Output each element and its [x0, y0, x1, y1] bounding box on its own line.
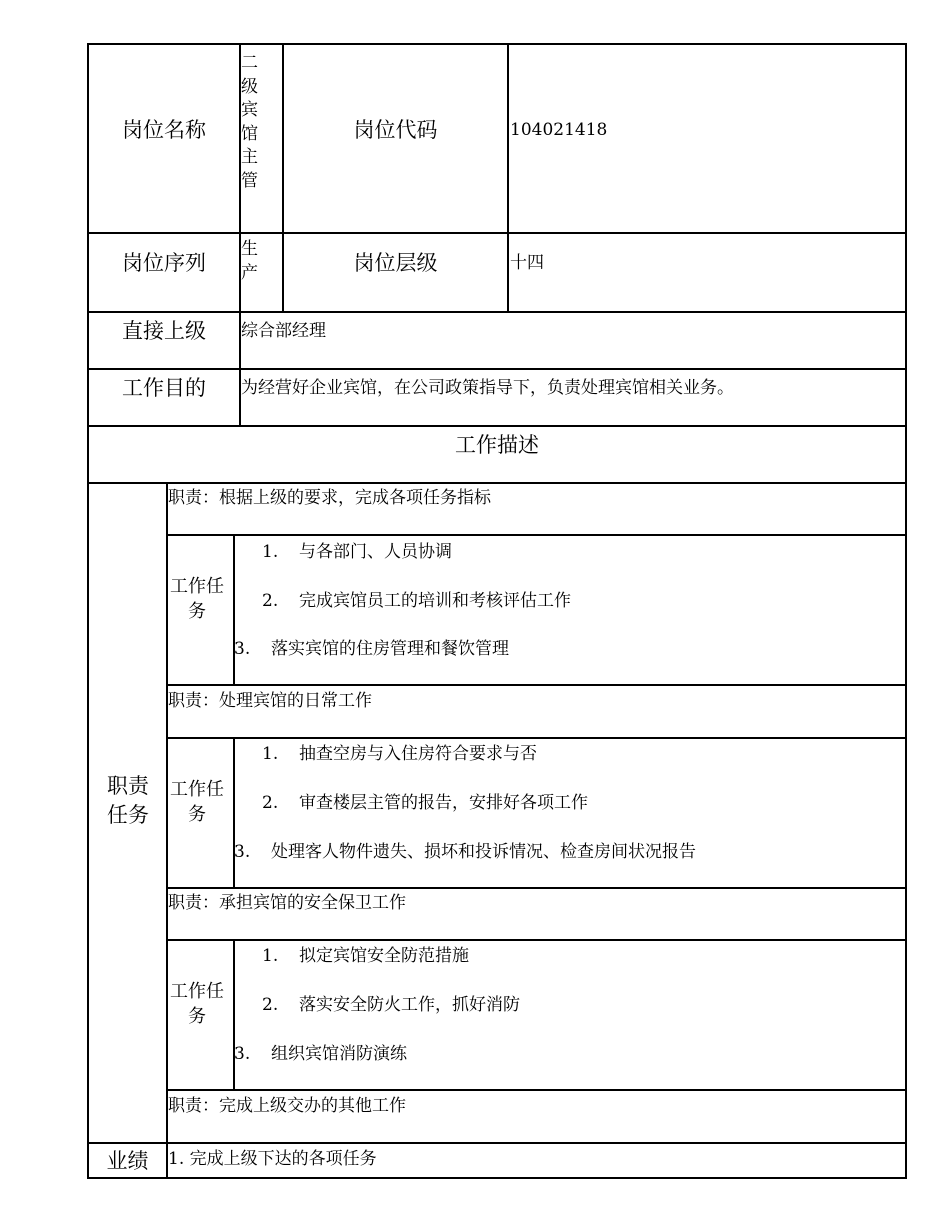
table-border — [87, 1177, 907, 1179]
table-border — [233, 737, 235, 889]
task-label: 工作任务 — [170, 981, 224, 1027]
task-number: 3. — [234, 639, 251, 659]
purpose-label: 工作目的 — [122, 376, 206, 400]
task-label: 工作任务 — [170, 576, 224, 622]
table-border — [167, 939, 907, 941]
task-number: 3. — [234, 842, 251, 862]
table-border — [167, 737, 907, 739]
table-border — [233, 939, 235, 1091]
task-text: 落实宾馆的住房管理和餐饮管理 — [271, 639, 509, 659]
task-number: 2. — [262, 591, 279, 611]
duty-title: 职责：处理宾馆的日常工作 — [168, 691, 372, 711]
task-text: 处理客人物件遗失、损坏和投诉情况、检查房间状况报告 — [271, 842, 696, 862]
task-number: 3. — [234, 1044, 251, 1064]
performance-label: 业绩 — [106, 1149, 149, 1173]
post-code-value: 104021418 — [510, 120, 608, 140]
task-number: 1. — [262, 946, 279, 966]
table-border — [87, 1142, 907, 1144]
superior-value: 综合部经理 — [241, 321, 326, 341]
duty-title: 职责：根据上级的要求，完成各项任务指标 — [168, 488, 491, 508]
post-level-label: 岗位层级 — [353, 251, 438, 275]
task-text: 组织宾馆消防演练 — [271, 1044, 407, 1064]
table-border — [87, 43, 907, 45]
table-border — [167, 534, 907, 536]
task-text: 落实安全防火工作，抓好消防 — [299, 995, 520, 1015]
task-text: 完成宾馆员工的培训和考核评估工作 — [299, 591, 571, 611]
performance-value: 1. 完成上级下达的各项任务 — [168, 1149, 377, 1169]
table-border — [87, 311, 907, 313]
table-border — [167, 684, 907, 686]
duties-label: 职责任务 — [107, 774, 149, 827]
task-text: 审查楼层主管的报告，安排好各项工作 — [299, 793, 588, 813]
task-number: 2. — [262, 995, 279, 1015]
table-border — [167, 887, 907, 889]
table-border — [87, 43, 89, 1179]
post-code-label: 岗位代码 — [353, 118, 438, 142]
duty-title: 职责：完成上级交办的其他工作 — [168, 1096, 406, 1116]
task-text: 与各部门、人员协调 — [299, 542, 452, 562]
superior-label: 直接上级 — [122, 319, 206, 343]
task-number: 1. — [262, 542, 279, 562]
task-label: 工作任务 — [170, 779, 224, 825]
table-border — [87, 425, 907, 427]
table-border — [87, 482, 907, 484]
table-border — [167, 1089, 907, 1091]
task-text: 拟定宾馆安全防范措施 — [299, 946, 469, 966]
post-level-value: 十四 — [510, 253, 544, 273]
purpose-value: 为经营好企业宾馆，在公司政策指导下，负责处理宾馆相关业务。 — [241, 378, 734, 398]
task-number: 2. — [262, 793, 279, 813]
post-series-value: 生产 — [241, 239, 258, 283]
duty-title: 职责：承担宾馆的安全保卫工作 — [168, 893, 406, 913]
table-border — [87, 232, 907, 234]
table-border — [233, 534, 235, 686]
task-number: 1. — [262, 744, 279, 764]
table-border — [507, 43, 509, 313]
table-border — [87, 368, 907, 370]
task-text: 抽查空房与入住房符合要求与否 — [299, 744, 537, 764]
description-title: 工作描述 — [455, 433, 539, 457]
post-name-value: 二级宾馆主管 — [241, 53, 258, 191]
post-name-label: 岗位名称 — [122, 118, 206, 142]
table-border — [905, 43, 907, 1179]
post-series-label: 岗位序列 — [122, 251, 206, 275]
